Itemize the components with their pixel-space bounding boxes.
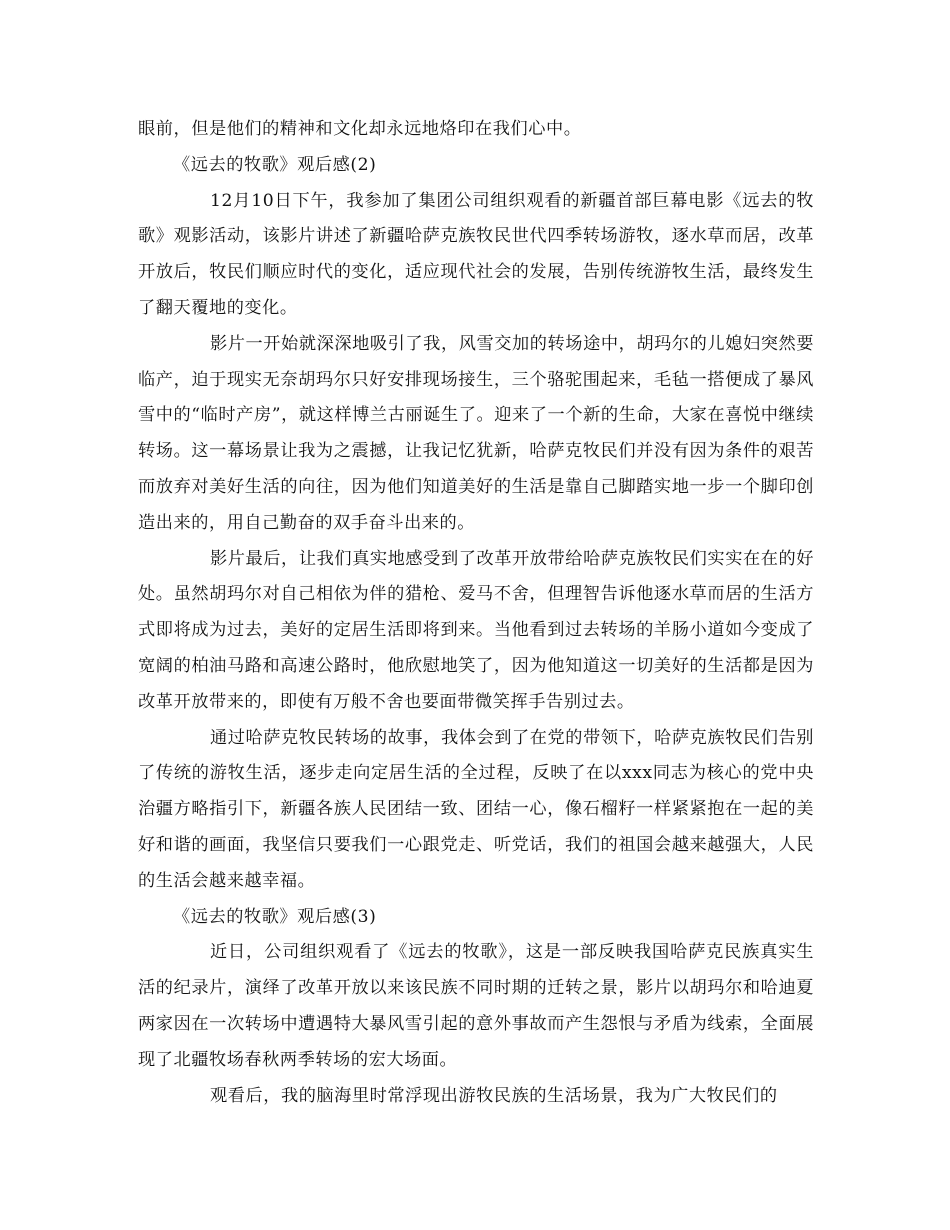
paragraph: 12月10日下午，我参加了集团公司组织观看的新疆首部巨幕电影《远去的牧歌》观影活动，该影片讲述了新疆哈萨克族牧民世代四季转场游牧，逐水草而居，改革开放后，牧民们顺应时代的变化，适应现代社会的发展，告别传统游牧生活，最终发生了翻天覆地的变化。 — [138, 190, 814, 318]
paragraph: 近日，公司组织观看了《远去的牧歌》，这是一部反映我国哈萨克民族真实生活的纪录片，演绎了改革开放以来该民族不同时期的迁转之景，影片以胡玛尔和哈迪夏两家因在一次转场中遭遇特大暴风雪引起的意外事故而产生怨恨与矛盾为线索，全面展现了北疆牧场春秋两季转场的宏大场面。 — [138, 942, 814, 1070]
paragraph-continuation: 眼前，但是他们的精神和文化却永远地烙印在我们心中。 — [138, 119, 582, 139]
paragraph: 观看后，我的脑海里时常浮现出游牧民族的生活场景，我为广大牧民们的 — [210, 1085, 778, 1106]
paragraph: 通过哈萨克牧民转场的故事，我体会到了在党的带领下，哈萨克族牧民们告别了传统的游牧生活，逐步走向定居生活的全过程，反映了在以xxx同志为核心的党中央治疆方略指引下，新疆各族人民团结一致、团结一心，像石榴籽一样紧紧抱在一起的美好和谐的画面，我坚信只要我们一心跟党走、听党话，我们的祖国会越来越强大，人民的生活会越来越幸福。 — [138, 727, 814, 891]
paragraph: 影片最后，让我们真实地感受到了改革开放带给哈萨克族牧民们实实在在的好处。虽然胡玛尔对自己相依为伴的猎枪、爱马不舍，但理智告诉他逐水草而居的生活方式即将成为过去，美好的定居生活即将到来。当他看到过去转场的羊肠小道如今变成了宽阔的柏油马路和高速公路时，他欣慰地笑了，因为他知道这一切美好的生活都是因为改革开放带来的，即使有万般不舍也要面带微笑挥手告别过去。 — [138, 548, 814, 712]
section-heading-3: 《远去的牧歌》观后感(3) — [173, 906, 377, 927]
document-body — [138, 112, 814, 1114]
paragraph: 影片一开始就深深地吸引了我，风雪交加的转场途中，胡玛尔的儿媳妇突然要临产，迫于现实无奈胡玛尔只好安排现场接生，三个骆驼围起来，毛毡一搭便成了暴风雪中的“临时产房”，就这样博兰古丽诞生了。迎来了一个新的生命，大家在喜悦中继续转场。这一幕场景让我为之震撼，让我记忆犹新，哈萨克牧民们并没有因为条件的艰苦而放弃对美好生活的向往，因为他们知道美好的生活是靠自己脚踏实地一步一个脚印创造出来的，用自己勤奋的双手奋斗出来的。 — [138, 333, 814, 533]
section-heading-2: 《远去的牧歌》观后感(2) — [173, 154, 377, 175]
